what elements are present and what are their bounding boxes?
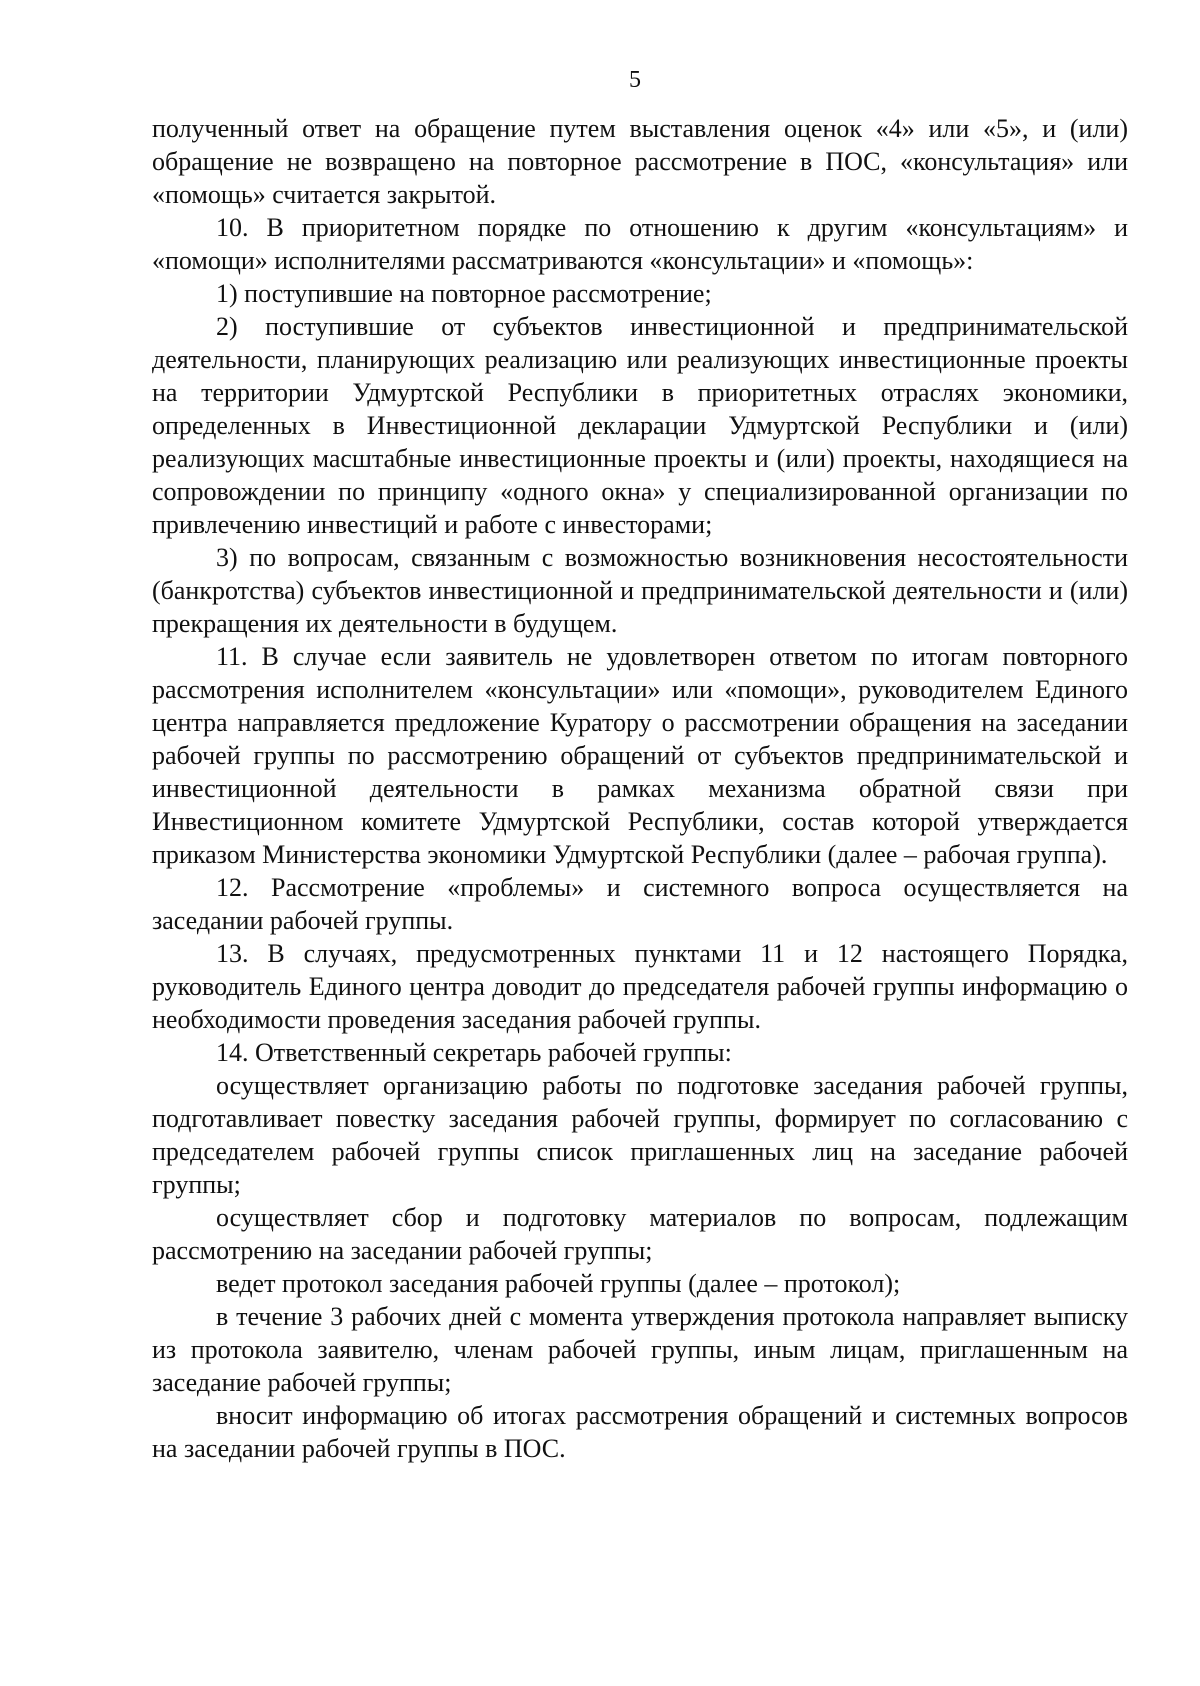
paragraph-14-duty-2: осуществляет сбор и подготовку материалов по вопросам, подлежащим рассмотрению на заседании рабочей группы; [152,1203,1128,1265]
paragraph-10-item-3: 3) по вопросам, связанным с возможностью возникновения несостоятельности (банкротства) субъектов инвестиционной и предпринимательской деятельности и (или) прекращения их деятельности в будущем. [152,543,1128,638]
paragraph-10-item-2: 2) поступившие от субъектов инвестиционной и предпринимательской деятельности, планирующих реализацию или реализующих инвестиционные проекты на территории Удмуртской Республики в приоритетных отраслях экономики, определенных в Инвестиционной декларации Удмуртской Республики и (или) реализующих масштабные инвестиционные проекты и (или) проекты, находящиеся на сопровождении по принципу «одного окна» у специализированной организации по привлечению инвестиций и работе с инвесторами; [152,312,1128,539]
paragraph-continuation: полученный ответ на обращение путем выставления оценок «4» или «5», и (или) обращение не возвращено на повторное рассмотрение в ПОС, «консультация» или «помощь» считается закрытой. [152,114,1128,209]
paragraph-14: 14. Ответственный секретарь рабочей группы: [216,1038,732,1067]
paragraph-10: 10. В приоритетном порядке по отношению к другим «консультациям» и «помощи» исполнителями рассматриваются «консультации» и «помощь»: [152,213,1128,275]
paragraph-14-duty-1: осуществляет организацию работы по подготовке заседания рабочей группы, подготавливает повестку заседания рабочей группы, формирует по согласованию с председателем рабочей группы список приглашенных лиц на заседание рабочей группы; [152,1071,1128,1199]
paragraph-14-duty-5: вносит информацию об итогах рассмотрения обращений и системных вопросов на заседании рабочей группы в ПОС. [152,1401,1128,1463]
paragraph-14-duty-4: в течение 3 рабочих дней с момента утверждения протокола направляет выписку из протокола заявителю, членам рабочей группы, иным лицам, приглашенным на заседание рабочей группы; [152,1302,1128,1397]
paragraph-11: 11. В случае если заявитель не удовлетворен ответом по итогам повторного рассмотрения исполнителем «консультации» или «помощи», руководителем Единого центра направляется предложение Куратору о рассмотрении обращения на заседании рабочей группы по рассмотрению обращений от субъектов предпринимательской и инвестиционной деятельности в рамках механизма обратной связи при Инвестиционном комитете Удмуртской Республики, состав которой утверждается приказом Министерства экономики Удмуртской Республики (далее – рабочая группа). [152,642,1128,869]
paragraph-12: 12. Рассмотрение «проблемы» и системного вопроса осуществляется на заседании рабочей группы. [152,873,1128,935]
paragraph-13: 13. В случаях, предусмотренных пунктами 11 и 12 настоящего Порядка, руководитель Единого центра доводит до председателя рабочей группы информацию о необходимости проведения заседания рабочей группы. [152,939,1128,1034]
page-number: 5 [629,67,641,93]
paragraph-14-duty-3: ведет протокол заседания рабочей группы (далее – протокол); [216,1269,901,1298]
paragraph-10-item-1: 1) поступившие на повторное рассмотрение; [216,279,712,308]
document-body [152,112,1128,1465]
